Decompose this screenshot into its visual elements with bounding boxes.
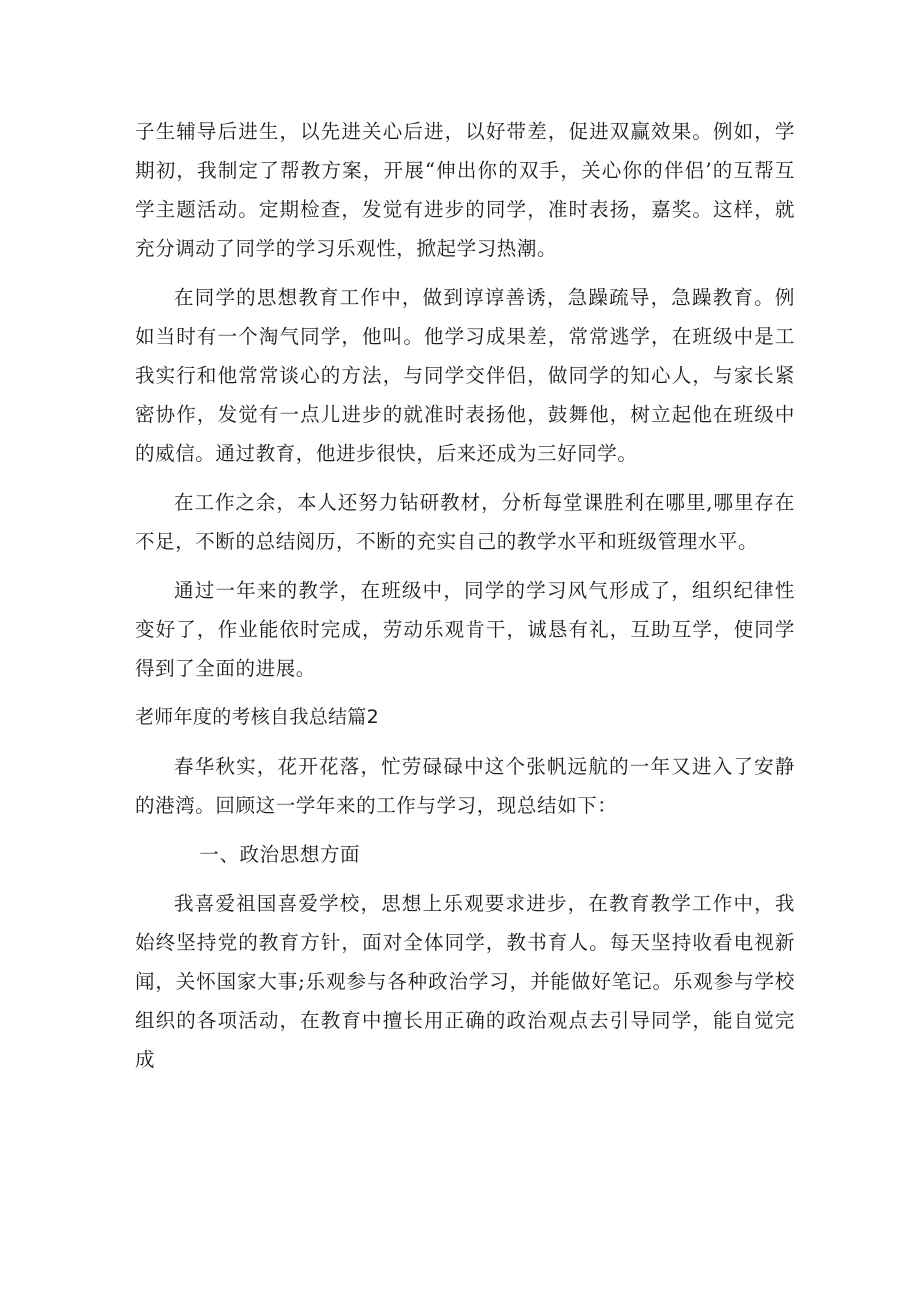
document-body — [135, 112, 795, 1089]
paragraph-section-intro: 春华秋实，花开花落，忙劳碌碌中这个张帆远航的一年又进入了安静的港湾。回顾这一学年来的工作与学习，现总结如下： — [135, 755, 795, 817]
paragraph-year-results: 通过一年来的教学，在班级中，同学的学习风气形成了，组织纪律性变好了，作业能依时完成，劳动乐观肯干，诚恳有礼，互助互学，使同学得到了全面的进展。 — [135, 579, 795, 680]
paragraph-teaching-research: 在工作之余，本人还努力钻研教材，分析每堂课胜利在哪里,哪里存在不足，不断的总结阅历，不断的充实自己的教学水平和班级管理水平。 — [135, 491, 795, 553]
subsection-title: 一、政治思想方面 — [199, 843, 361, 866]
paragraph-political-thought: 我喜爱祖国喜爱学校，思想上乐观要求进步，在教育教学工作中，我始终坚持党的教育方针，面对全体同学，教书育人。每天坚持收看电视新闻，关怀国家大事;乐观参与各种政治学习，并能做好笔记。乐观参与学校组织的各项活动，在教育中擅长用正确的政治观点去引导同学，能自觉完成 — [135, 892, 795, 1071]
section-title: 老师年度的考核自我总结篇2 — [135, 706, 379, 728]
paragraph-continuation: 子生辅导后进生，以先进关心后进，以好带差，促进双赢效果。例如，学期初，我制定了帮教方案，开展“伸出你的双手，关心你的伴侣’的互帮互学主题活动。定期检查，发觉有进步的同学，准时表扬，嘉奖。这样，就充分调动了同学的学习乐观性，掀起学习热潮。 — [135, 120, 795, 260]
paragraph-ideological-education: 在同学的思想教育工作中，做到谆谆善诱，急躁疏导，急躁教育。例如当时有一个淘气同学，他叫。他学习成果差，常常逃学，在班级中是工我实行和他常常谈心的方法，与同学交伴侣，做同学的知心人，与家长紧密协作，发觉有一点儿进步的就准时表扬他，鼓舞他，树立起他在班级中的威信。通过教育，他进步很快，后来还成为三好同学。 — [135, 286, 795, 465]
